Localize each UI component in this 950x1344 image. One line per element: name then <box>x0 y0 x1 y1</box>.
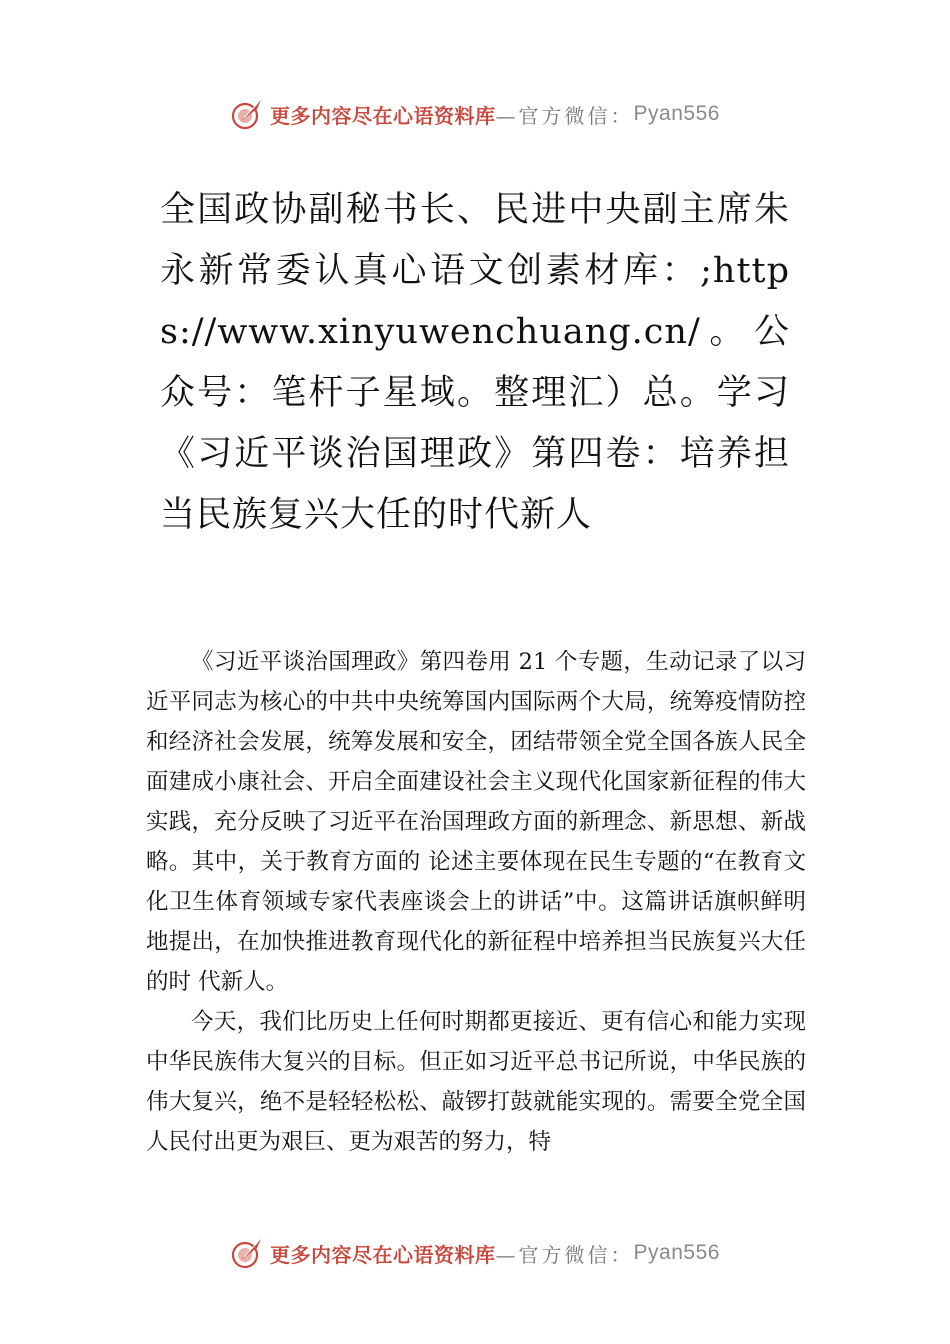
banner-wechat-id: Pyan556 <box>633 1241 720 1264</box>
quill-logo-icon <box>230 97 264 131</box>
document-body <box>146 642 806 1162</box>
footer-banner <box>0 1233 950 1273</box>
banner-wechat-id: Pyan556 <box>633 102 720 125</box>
quill-logo-icon <box>230 1236 264 1270</box>
body-paragraph: 《习近平谈治国理政》第四卷用 21 个专题，生动记录了以习近平同志为核心的中共中央统筹国内国际两个大局，统筹疫情防控和经济社会发展，统筹发展和安全，团结带领全党全国各族人民全面建成小康社会、开启全面建设社会主义现代化国家新征程的伟大实践，充分反映了习近平在治国理政方面的新理念、新思想、新战略。其中，关于教育方面的 论述主要体现在民生专题的“在教育文化卫生体育领域专家代表座谈会上的讲话”中。这篇讲话旗帜鲜明地提出，在加快推进教育现代化的新征程中培养担当民族复兴大任的时 代新人。 <box>146 649 806 995</box>
header-banner <box>0 94 950 134</box>
document-title: 全国政协副秘书长、民进中央副主席朱永新常委认真心语文创素材库：;https://www.xinyuwenchuang.cn/。公众号：笔杆子星域。整理汇）总。学习《习近平谈治国理政》第四卷：培养担当民族复兴大任的时代新人 <box>160 190 790 535</box>
banner-wechat-label: —官方微信： <box>495 103 634 128</box>
body-paragraph: 今天，我们比历史上任何时期都更接近、更有信心和能力实现中华民族伟大复兴的目标。但正如习近平总书记所说，中华民族的伟大复兴，绝不是轻轻松松、敲锣打鼓就能实现的。需要全党全国人民付出更为艰巨、更为艰苦的努力，特 <box>146 1009 806 1155</box>
banner-slogan: 更多内容尽在心语资料库 <box>270 103 496 128</box>
banner-slogan: 更多内容尽在心语资料库 <box>270 1242 496 1267</box>
banner-wechat-label: —官方微信： <box>495 1242 634 1267</box>
